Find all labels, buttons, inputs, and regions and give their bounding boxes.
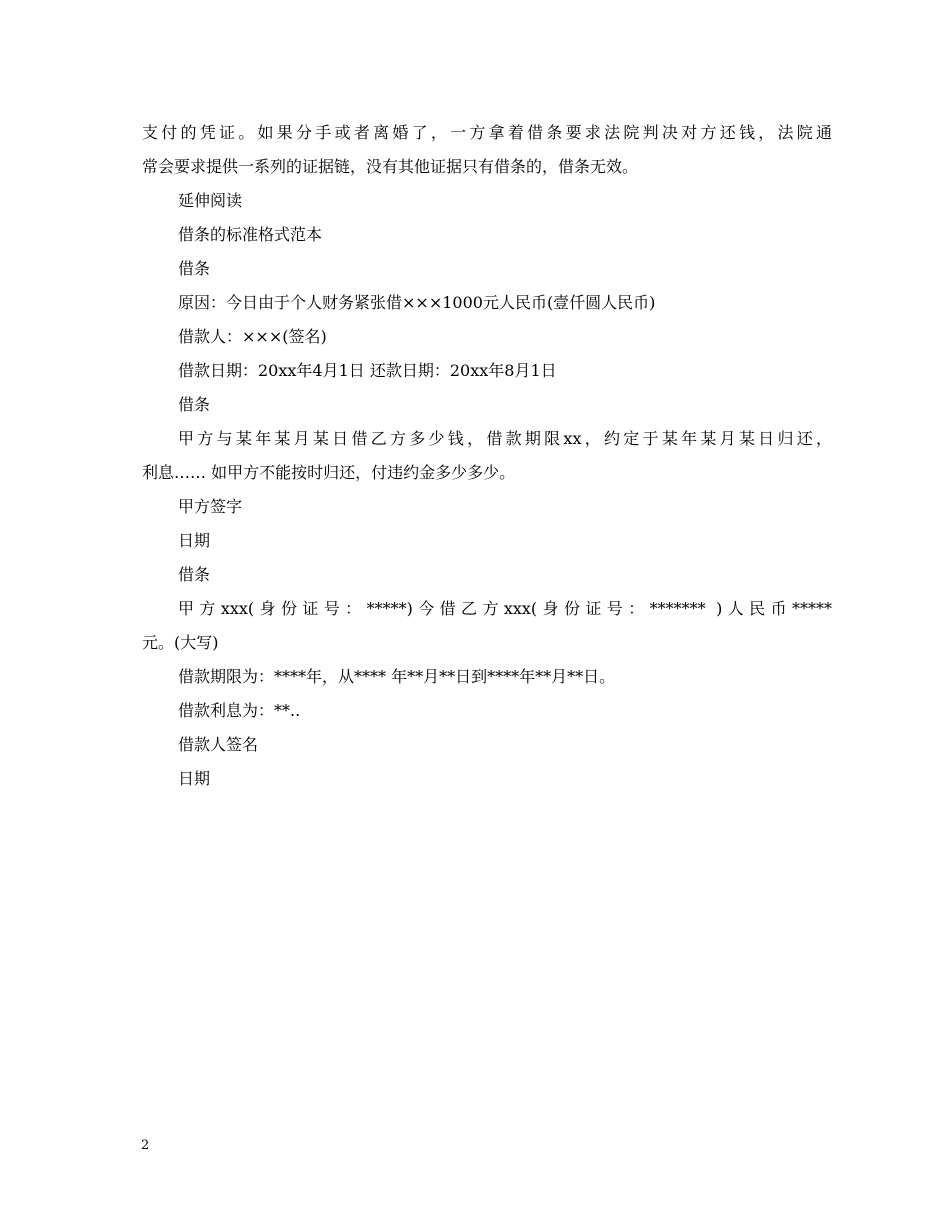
document-body	[142, 116, 832, 796]
paragraph-line: 甲方与某年某月某日借乙方多少钱，借款期限xx，约定于某年某月某日归还，	[178, 429, 832, 448]
paragraph-line: 甲方xxx(身份证号：*****)今借乙方xxx(身份证号：******* )人民币*****	[178, 599, 832, 618]
paragraph-line: 支付的凭证。如果分手或者离婚了，一方拿着借条要求法院判决对方还钱，法院通	[142, 123, 832, 142]
paragraph-line: 借款利息为：**..	[178, 701, 301, 720]
template-title: 借条	[178, 395, 211, 414]
date-label: 日期	[178, 531, 211, 550]
paragraph-line: 借款期限为：****年，从**** 年**月**日到****年**月**日。	[178, 667, 616, 686]
paragraph-line: 原因：今日由于个人财务紧张借×××1000元人民币(壹仟圆人民币)	[178, 293, 656, 312]
paragraph-line: 常会要求提供一系列的证据链，没有其他证据只有借条的，借条无效。	[142, 157, 639, 176]
signature-label: 借款人签名	[178, 735, 259, 754]
section-heading: 借条的标准格式范本	[178, 225, 323, 244]
date-label: 日期	[178, 769, 211, 788]
section-heading: 延伸阅读	[178, 191, 243, 210]
page-number: 2	[141, 1138, 150, 1153]
template-title: 借条	[178, 565, 211, 584]
paragraph-line: 借款人：×××(签名)	[178, 327, 327, 346]
paragraph-line: 借款日期：20xx年4月1日 还款日期：20xx年8月1日	[178, 361, 557, 380]
template-title: 借条	[178, 259, 211, 278]
signature-label: 甲方签字	[178, 497, 243, 516]
paragraph-line: 元。(大写)	[142, 633, 219, 652]
paragraph-line: 利息…… 如甲方不能按时归还，付违约金多少多少。	[142, 463, 516, 482]
